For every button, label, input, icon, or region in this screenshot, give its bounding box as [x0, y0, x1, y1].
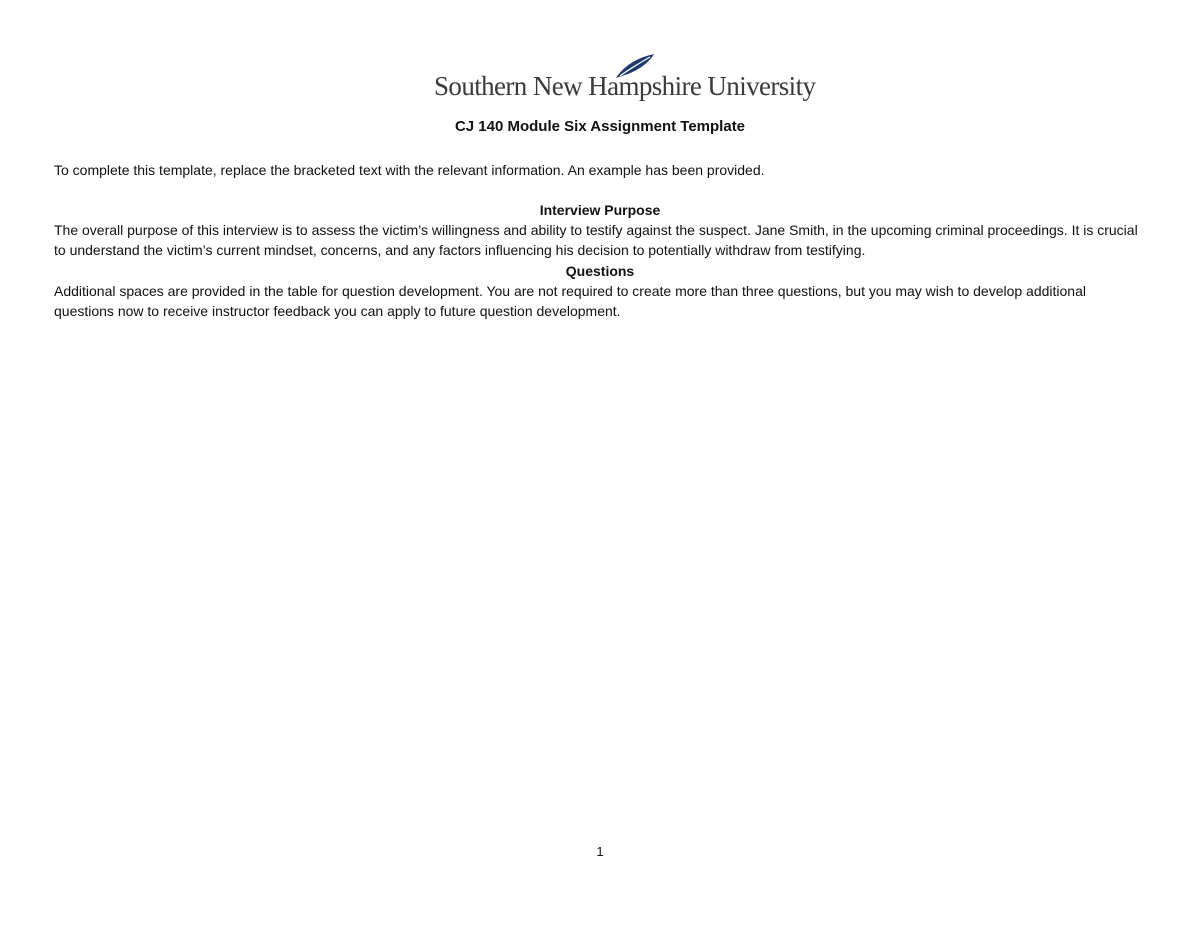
logo-wordmark: Southern New Hampshire University [434, 71, 816, 101]
interview-purpose-heading: Interview Purpose [539, 202, 661, 218]
instructions-paragraph: To complete this template, replace the bracketed text with the relevant information. An example has been provided. [54, 162, 765, 178]
interview-purpose-paragraph: The overall purpose of this interview is to assess the victim’s willingness and ability to testify against the suspect. Jane Smith, in the upcoming criminal proceedings. It is crucial to understand the victim’s current mindset, concerns, and any factors influencing his decision to potentially withdraw from testifying. [54, 222, 1138, 258]
questions-heading: Questions [565, 263, 635, 279]
page-title: CJ 140 Module Six Assignment Template [454, 118, 746, 135]
questions-paragraph: Additional spaces are provided in the table for question development. You are not required to create more than three questions, but you may wish to develop additional questions now to receive instructor feedback you can apply to future question development. [54, 283, 1086, 319]
university-logo [434, 52, 816, 108]
page-number: 1 [596, 844, 604, 859]
